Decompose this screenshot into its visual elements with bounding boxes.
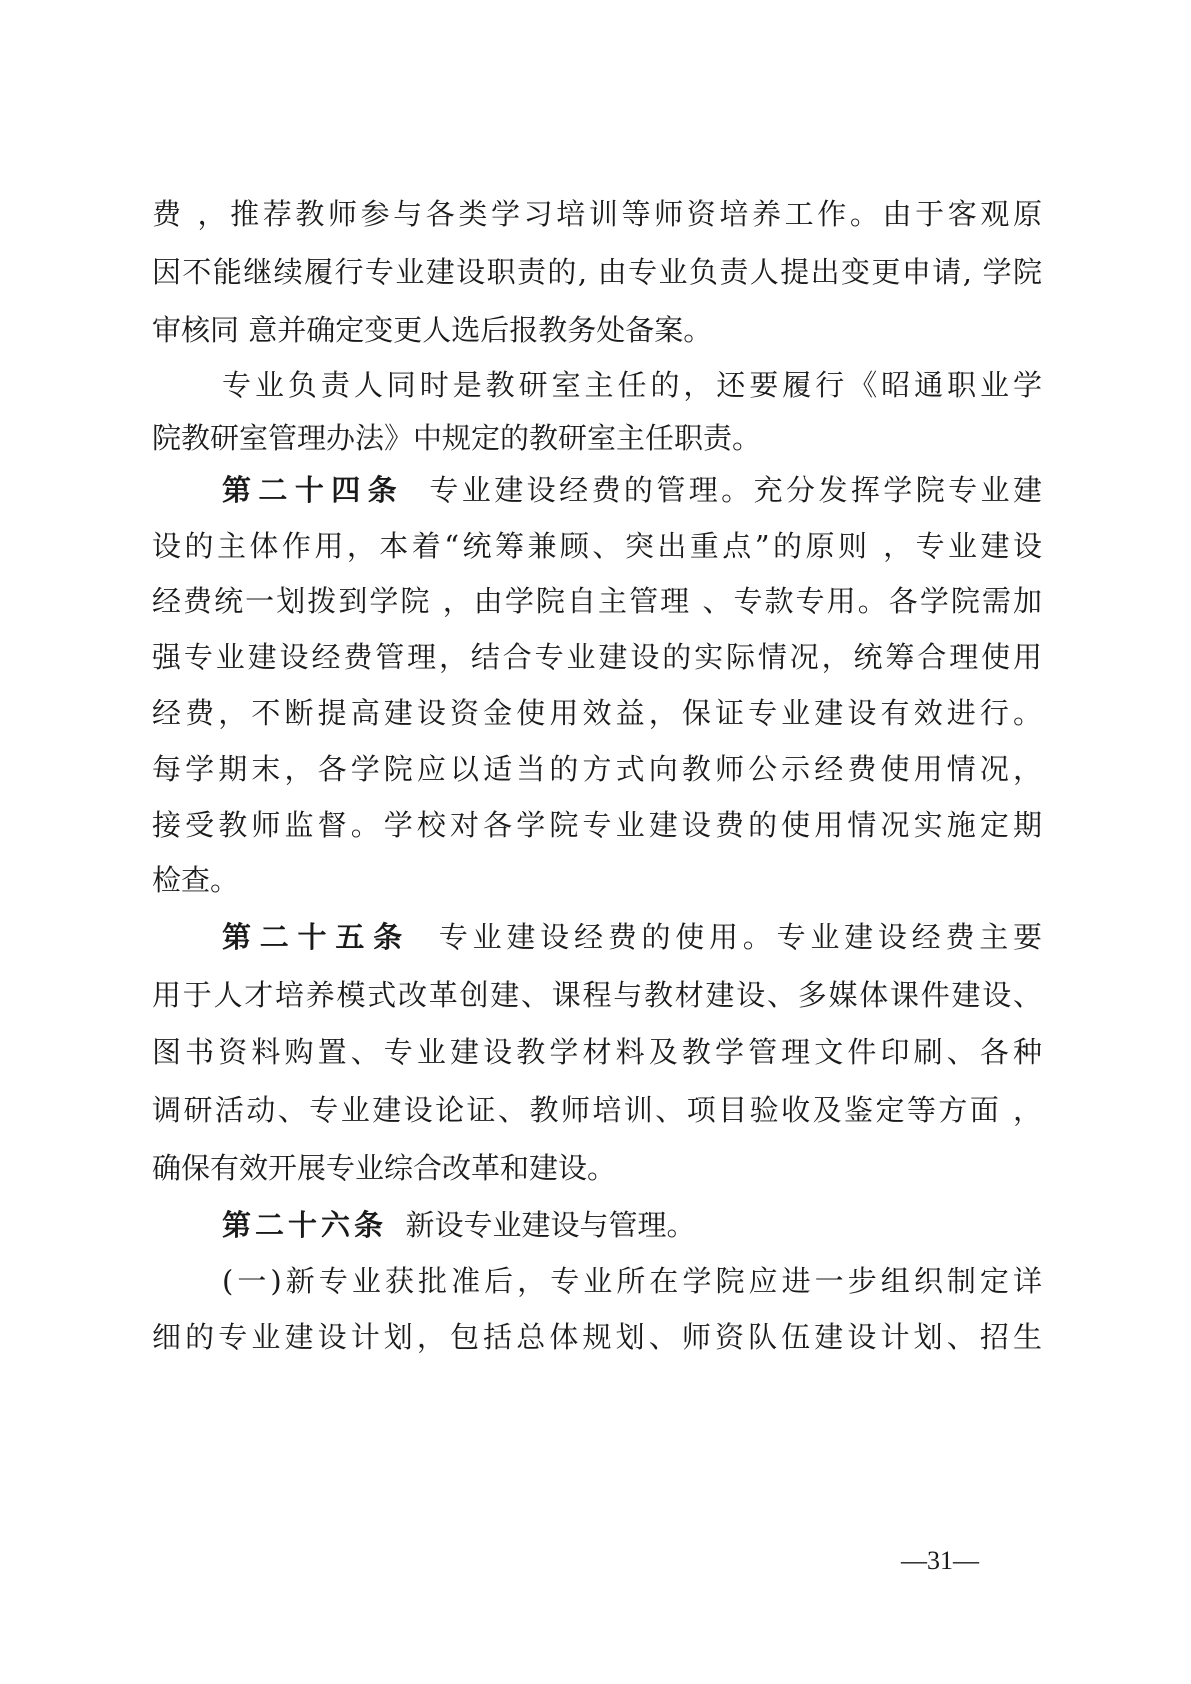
article-heading: 第二十六条 [222,1208,388,1242]
text-line: 图书资料购置、专业建设教学材料及教学管理文件印刷、各种 [152,1035,1042,1069]
article-26-first-line [222,1197,1042,1253]
text-line: 专业负责人同时是教研室主任的，还要履行《昭通职业学 [222,368,1042,402]
text-line: 调研活动、专业建设论证、教师培训、项目验收及鉴定等方面 ， [152,1093,1042,1127]
text-line: 用于人才培养模式改革创建、课程与教材建设、多媒体课件建设、 [152,978,1042,1012]
text-span: 专业建设经费的管理。充分发挥学院专业建 [429,473,1042,507]
text-line: 检查。 [152,863,240,897]
text-line: (一)新专业获批准后，专业所在学院应进一步组织制定详 [222,1264,1042,1298]
article-heading: 第二十四条 [222,473,405,507]
text-line: 经费统一划拨到学院 ，由学院自主管理 、专款专用。各学院需加 [152,584,1042,618]
text-line: 每学期末，各学院应以适当的方式向教师公示经费使用情况， [152,752,1042,786]
text-line: 接受教师监督。学校对各学院专业建设费的使用情况实施定期 [152,808,1042,842]
text-line: 确保有效开展专业综合改革和建设。 [152,1151,617,1185]
text-line: 因不能继续履行专业建设职责的, 由专业负责人提出变更申请, 学院 [152,255,1042,289]
text-line: 经费，不断提高建设资金使用效益，保证专业建设有效进行。 [152,696,1042,730]
text-line: 费 ，推荐教师参与各类学习培训等师资培养工作。由于客观原 [152,197,1042,231]
article-24-first-line [222,462,1042,518]
text-line: 审核同 意并确定变更人选后报教务处备案。 [152,313,713,347]
page-number: —31— [901,1546,979,1575]
text-span: 新设专业建设与管理。 [405,1208,696,1242]
article-heading: 第二十五条 [222,920,411,954]
text-line: 强专业建设经费管理，结合专业建设的实际情况，统筹合理使用 [152,640,1042,674]
article-25-first-line [222,909,1042,965]
text-line: 院教研室管理办法》中规定的教研室主任职责。 [152,421,762,455]
text-line: 设的主体作用，本着“统筹兼顾、突出重点”的原则 ，专业建设 [152,529,1042,563]
text-span: 专业建设经费的使用。专业建设经费主要 [438,920,1042,954]
text-line: 细的专业建设计划，包括总体规划、师资队伍建设计划、招生 [152,1320,1042,1354]
